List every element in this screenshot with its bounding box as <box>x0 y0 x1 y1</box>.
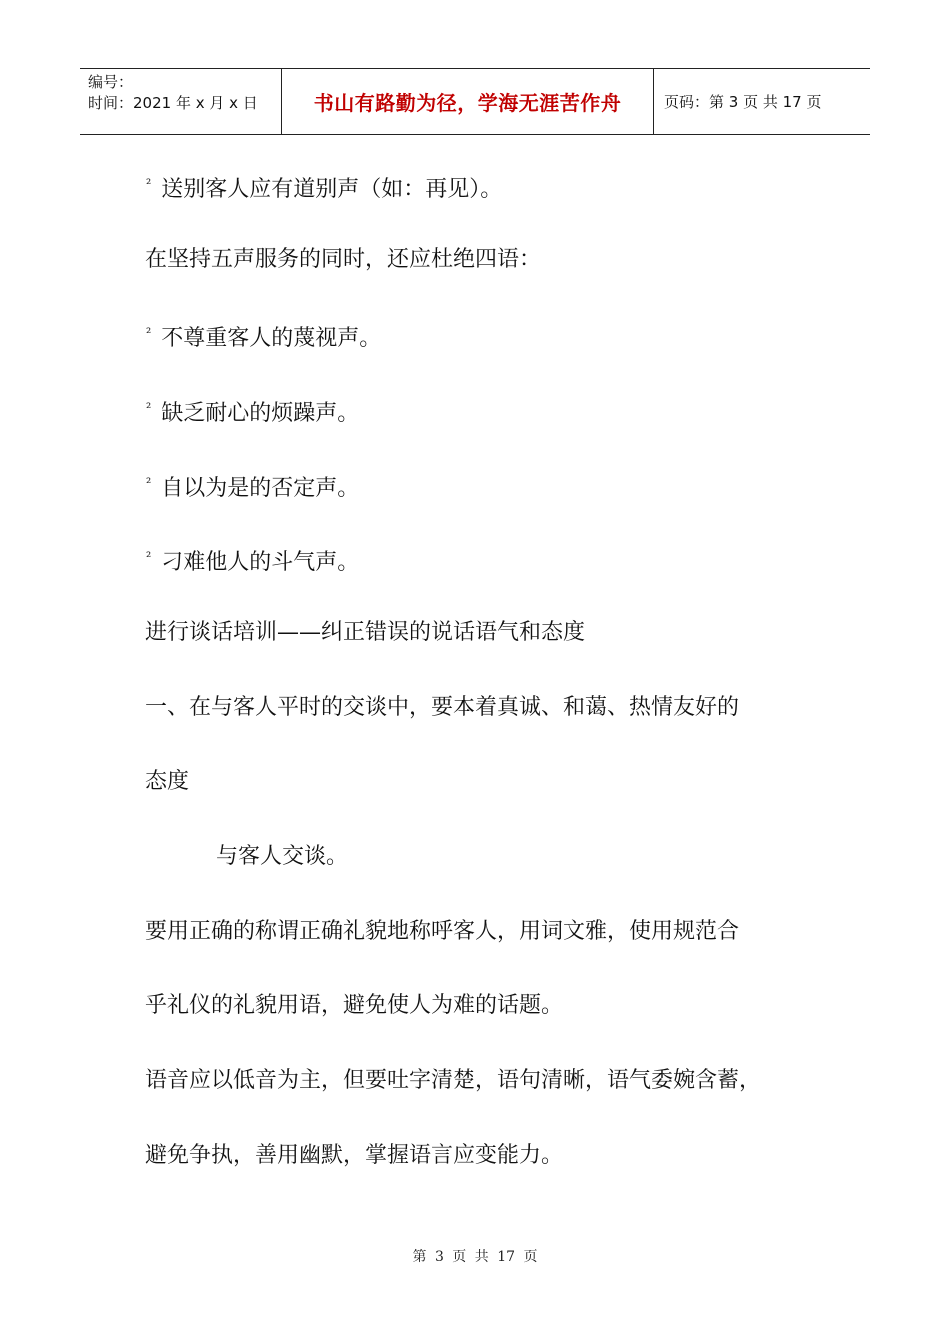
header-meta-cell <box>80 69 282 134</box>
paragraph-line: 在坚持五声服务的同时，还应杜绝四语： <box>145 247 542 272</box>
bullet-line <box>145 469 359 504</box>
paragraph-line: 要用正确的称谓正确礼貌地称呼客人，用词文雅，使用规范合 <box>145 919 740 944</box>
bullet-line <box>145 394 359 429</box>
bullet-marker: ² <box>146 476 152 491</box>
paragraph-line: 一、在与客人平时的交谈中，要本着真诚、和蔼、热情友好的 <box>145 695 740 720</box>
bullet-marker: ² <box>146 401 152 416</box>
paragraph-line: 态度 <box>145 769 190 794</box>
line-text: 自以为是的否定声。 <box>161 476 360 501</box>
bullet-line <box>145 543 359 578</box>
paragraph-line: 乎礼仪的礼貌用语，避免使人为难的话题。 <box>145 993 564 1018</box>
bullet-marker: ² <box>146 550 152 565</box>
line-text: 送别客人应有道别声（如：再见）。 <box>161 177 503 202</box>
header-page-info: 页码：第 3 页 共 17 页 <box>664 93 822 111</box>
bullet-line <box>145 170 502 205</box>
bullet-marker: ² <box>146 177 152 192</box>
paragraph-line-indented: 与客人交谈。 <box>216 844 349 869</box>
header-motto: 书山有路勤为径，学海无涯苦作舟 <box>282 69 654 134</box>
document-date-label: 时间：2021 年 x 月 x 日 <box>88 94 258 112</box>
document-number-label: 编号： <box>88 73 134 91</box>
page-footer: 第 3 页 共 17 页 <box>412 1249 538 1265</box>
bullet-line <box>145 319 381 354</box>
paragraph-line: 避免争执，善用幽默，掌握语言应变能力。 <box>145 1143 564 1168</box>
line-text: 刁难他人的斗气声。 <box>161 550 360 575</box>
line-text: 不尊重客人的蔑视声。 <box>161 326 382 351</box>
document-header <box>80 68 870 135</box>
paragraph-line: 语音应以低音为主，但要吐字清楚，语句清晰，语气委婉含蓄， <box>145 1068 762 1093</box>
line-text: 缺乏耐心的烦躁声。 <box>161 401 360 426</box>
section-heading: 进行谈话培训——纠正错误的说话语气和态度 <box>145 620 586 645</box>
bullet-marker: ² <box>146 326 152 341</box>
